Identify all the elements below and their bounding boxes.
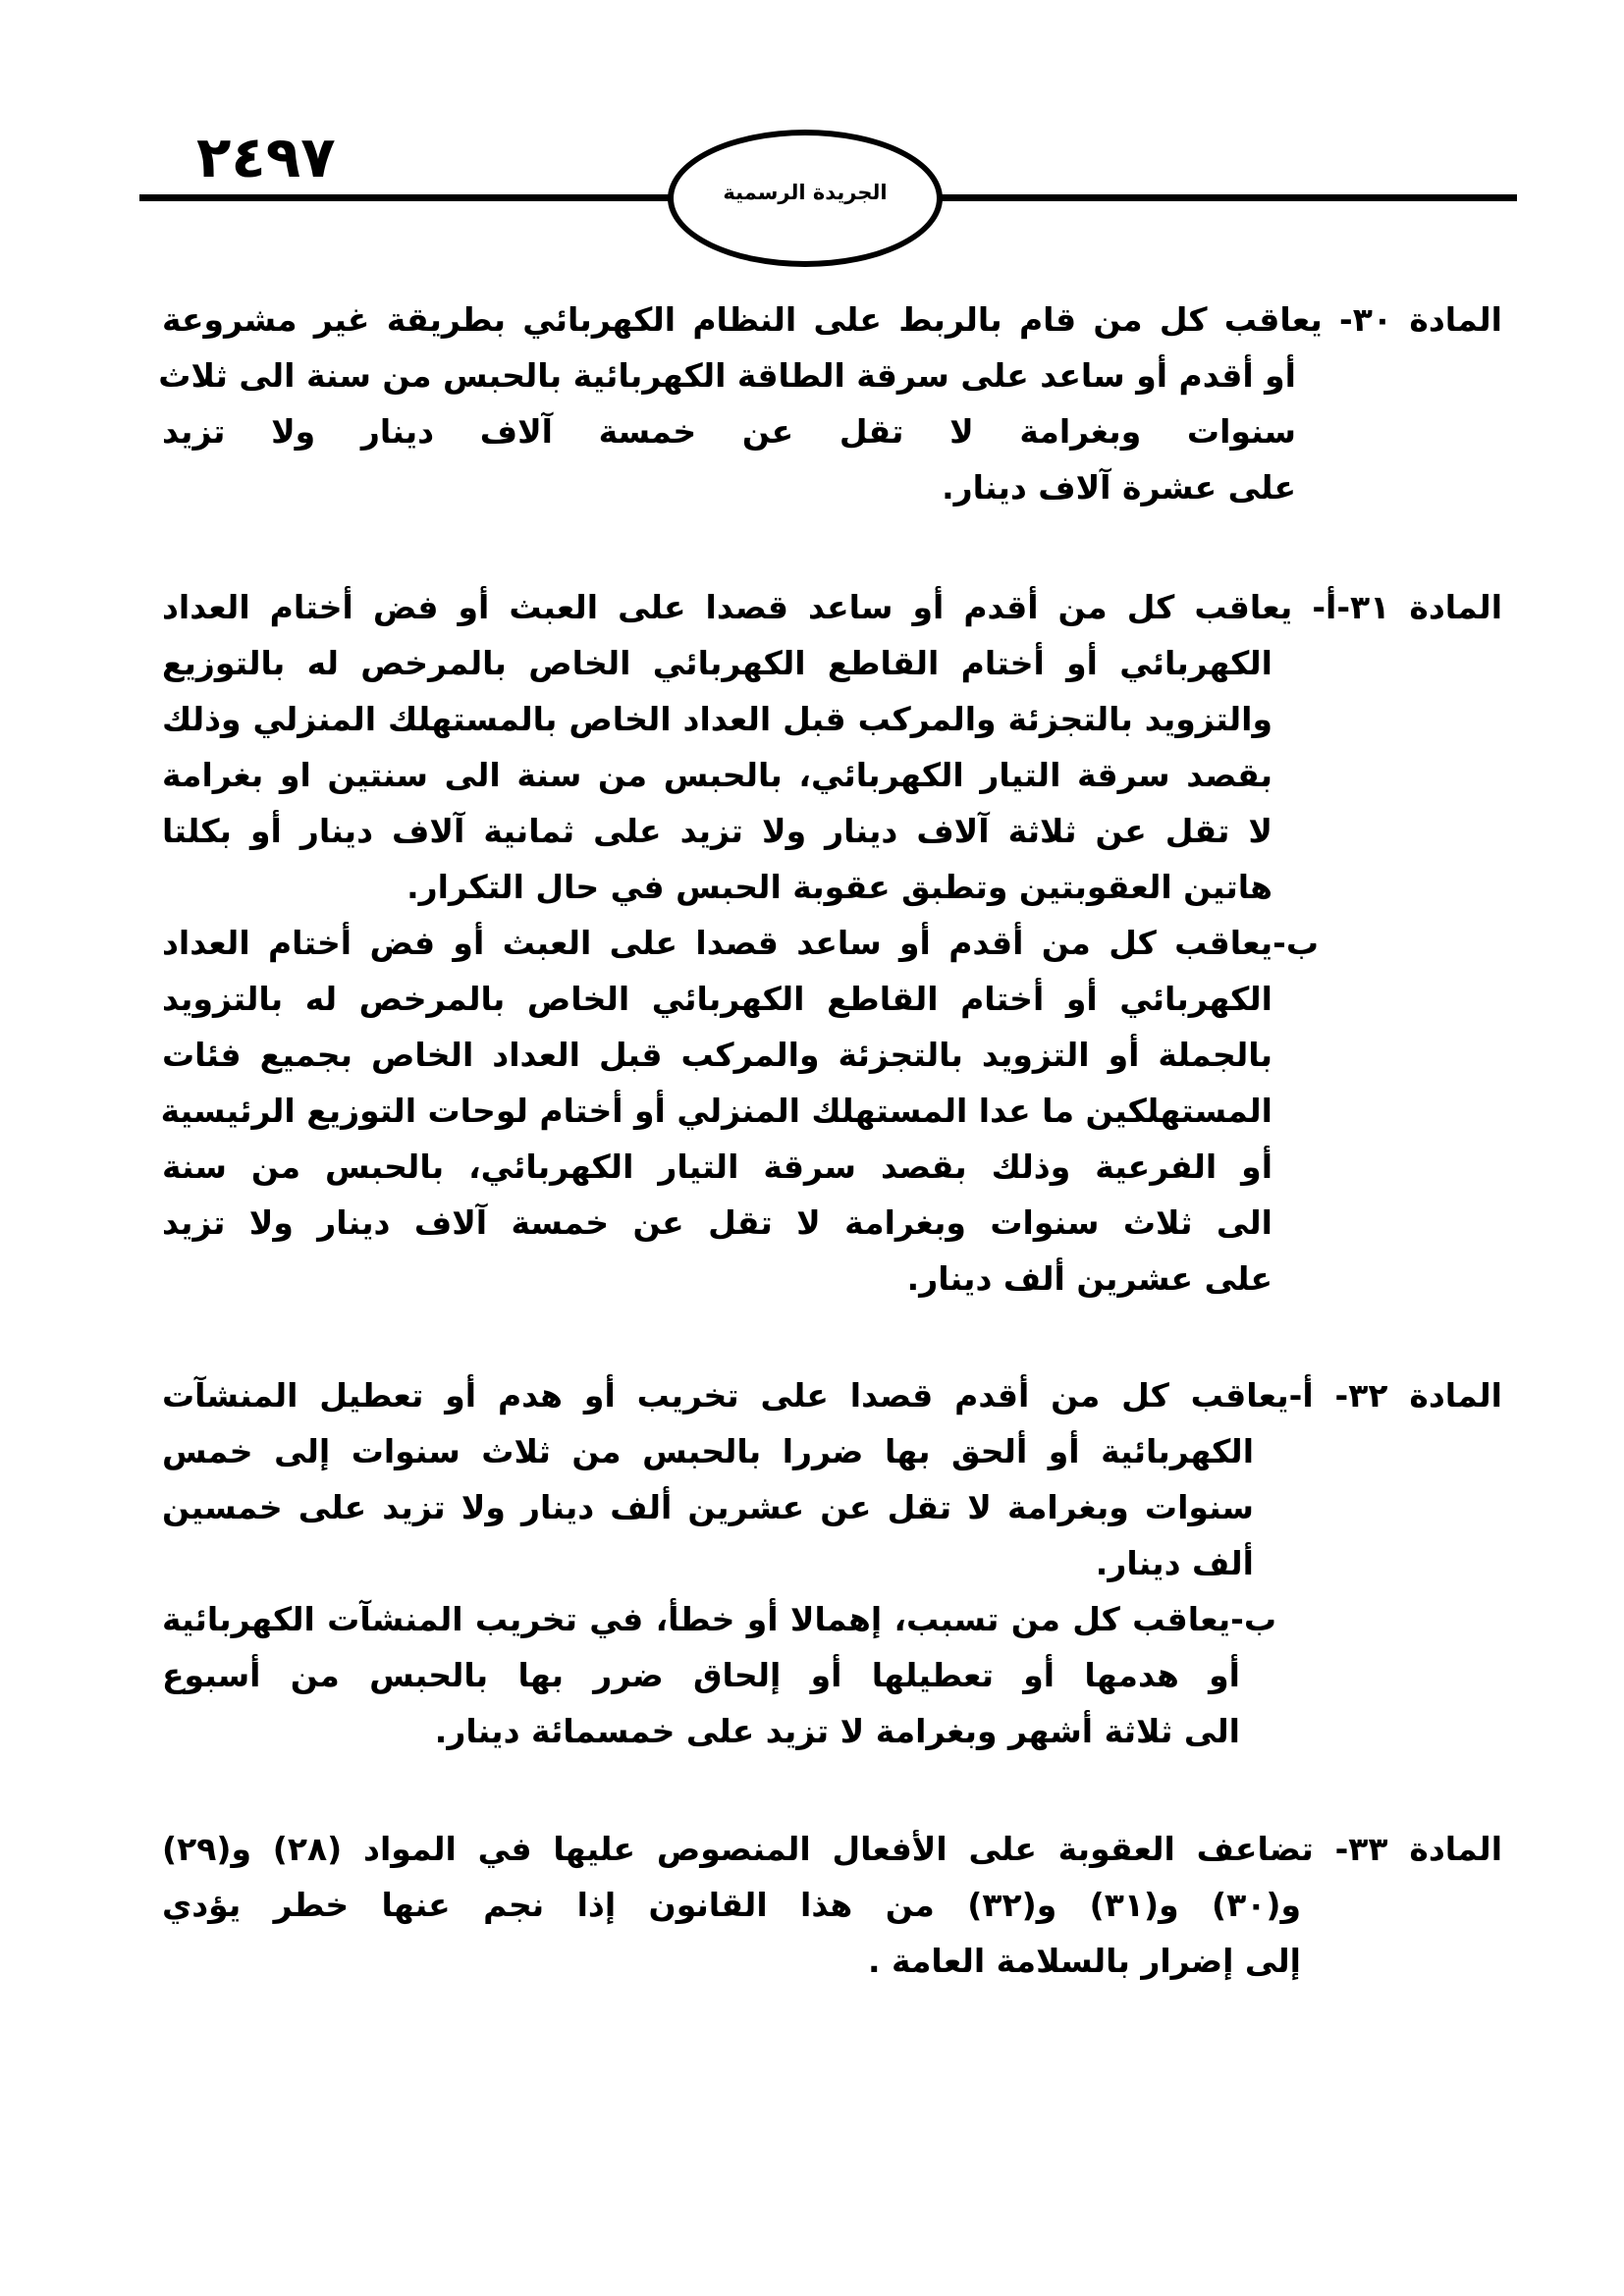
publication-title: الجريدة الرسمية bbox=[723, 181, 888, 204]
article-line: ألف دينار. bbox=[1095, 1544, 1254, 1582]
article-line: الكهربائية أو ألحق بها ضررا بالحبس من ثلاث سنوات إلى خمس bbox=[162, 1432, 1254, 1470]
article-line: الى ثلاث سنوات وبغرامة لا تقل عن خمسة آلاف دينار ولا تزيد bbox=[162, 1203, 1272, 1242]
article-line: الى ثلاثة أشهر وبغرامة لا تزيد على خمسمائة دينار. bbox=[434, 1712, 1240, 1750]
article-line: إلى إضرار بالسلامة العامة . bbox=[867, 1942, 1301, 1980]
article-33 bbox=[162, 1821, 1502, 1989]
article-line: و(٣٠) و(٣١) و(٣٢) من هذا القانون إذا نجم عنها خطر يؤدي bbox=[162, 1886, 1302, 1924]
article-line: أو هدمها أو تعطيلها أو إلحاق ضرر بها بالحبس من أسبوع bbox=[162, 1656, 1240, 1694]
article-line: الكهربائي أو أختام القاطع الكهربائي الخاص بالمرخص له بالتوزيع bbox=[162, 644, 1272, 682]
article-subclause-b: ب-يعاقب كل من تسبب، إهمالا أو خطأ، في تخريب المنشآت الكهربائية bbox=[162, 1600, 1276, 1638]
article-line: المادة ٣٢- أ-يعاقب كل من أقدم قصدا على تخريب أو هدم أو تعطيل المنشآت bbox=[162, 1376, 1502, 1415]
article-line: بالجملة أو التزويد بالتجزئة والمركب قبل العداد الخاص بجميع فئات bbox=[162, 1036, 1272, 1074]
article-31 bbox=[162, 579, 1502, 1307]
article-30 bbox=[158, 292, 1502, 515]
article-line: أو الفرعية وذلك بقصد سرقة التيار الكهربائي، بالحبس من سنة bbox=[162, 1148, 1272, 1186]
article-line: سنوات وبغرامة لا تقل عن خمسة آلاف دينار ولا تزيد bbox=[162, 412, 1296, 451]
article-line: الكهربائي أو أختام القاطع الكهربائي الخاص بالمرخص له بالتزويد bbox=[162, 980, 1272, 1018]
article-line: والتزويد بالتجزئة والمركب قبل العداد الخاص بالمستهلك المنزلي وذلك bbox=[162, 700, 1272, 738]
publication-emblem bbox=[668, 130, 943, 267]
article-line: هاتين العقوبتين وتطبق عقوبة الحبس في حال التكرار. bbox=[406, 868, 1272, 906]
article-line: المادة ٣٣- تضاعف العقوبة على الأفعال المنصوص عليها في المواد (٢٨) و(٢٩) bbox=[162, 1830, 1503, 1868]
article-line: على عشرين ألف دينار. bbox=[906, 1259, 1272, 1298]
article-line: على عشرة آلاف دينار. bbox=[942, 468, 1296, 507]
article-line: لا تقل عن ثلاثة آلاف دينار ولا تزيد على ثمانية آلاف دينار أو بكلتا bbox=[162, 812, 1272, 850]
article-line: المادة ٣١-أ- يعاقب كل من أقدم أو ساعد قصدا على العبث أو فض أختام العداد bbox=[162, 588, 1503, 626]
article-line: بقصد سرقة التيار الكهربائي، بالحبس من سنة الى سنتين او بغرامة bbox=[162, 756, 1272, 794]
article-line: أو أقدم أو ساعد على سرقة الطاقة الكهربائية بالحبس من سنة الى ثلاث bbox=[158, 356, 1296, 395]
page-number: ٢٤٩٧ bbox=[196, 124, 336, 190]
article-subclause-b: ب-يعاقب كل من أقدم أو ساعد قصدا على العبث أو فض أختام العداد bbox=[162, 924, 1319, 962]
article-line: المادة ٣٠- يعاقب كل من قام بالربط على النظام الكهربائي بطريقة غير مشروعة bbox=[162, 300, 1502, 339]
article-line: المستهلكين ما عدا المستهلك المنزلي أو أختام لوحات التوزيع الرئيسية bbox=[160, 1092, 1272, 1130]
article-32 bbox=[162, 1367, 1502, 1759]
article-line: سنوات وبغرامة لا تقل عن عشرين ألف دينار ولا تزيد على خمسين bbox=[162, 1488, 1254, 1526]
